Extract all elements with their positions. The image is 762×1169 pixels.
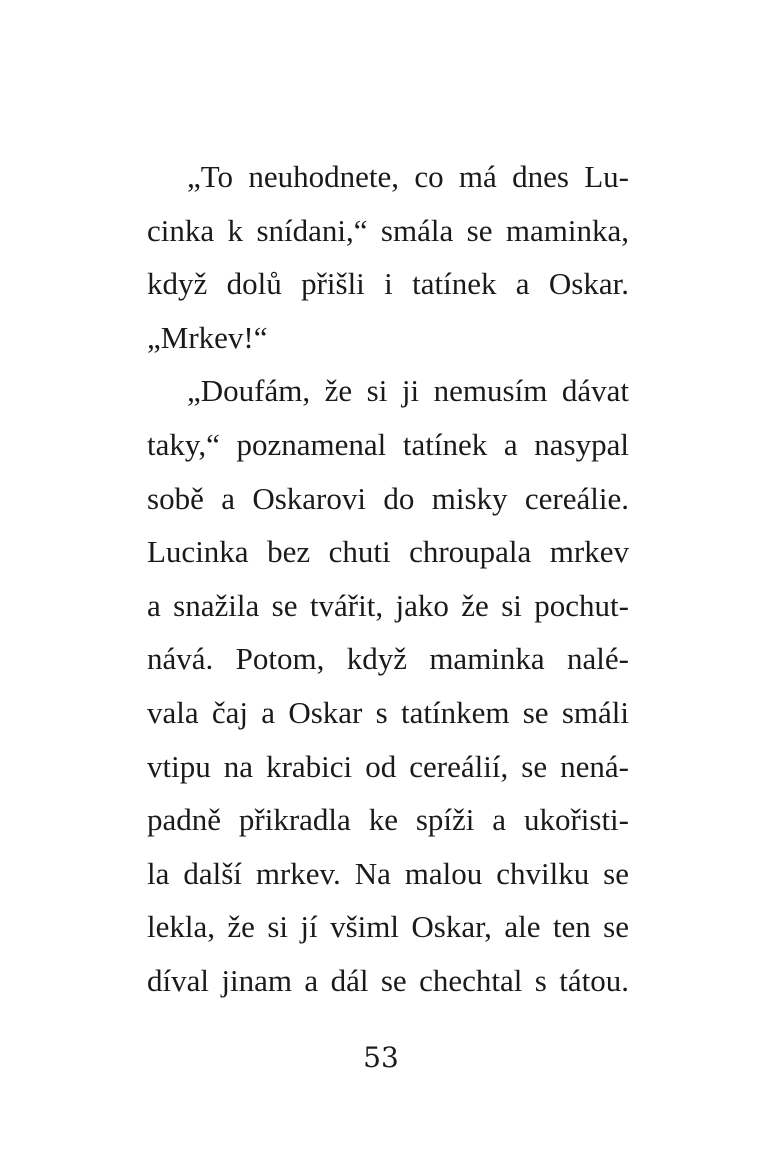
text-line: cinka k snídani,“ smála se maminka, <box>147 212 629 248</box>
text-line: la další mrkev. Na malou chvilku se <box>147 855 629 891</box>
text-line: taky,“ poznamenal tatínek a nasypal <box>147 426 629 462</box>
text-line: vtipu na krabici od cereálií, se nená- <box>147 748 629 784</box>
text-line: „Doufám, že si ji nemusím dávat <box>187 373 629 409</box>
text-line: „Mrkev!“ <box>147 319 268 355</box>
page-number: 53 <box>363 1041 399 1074</box>
text-line: lekla, že si jí všiml Oskar, ale ten se <box>147 909 629 945</box>
text-line: Lucinka bez chuti chroupala mrkev <box>147 534 629 570</box>
text-line: vala čaj a Oskar s tatínkem se smáli <box>147 694 629 730</box>
body-text <box>147 150 629 1008</box>
text-line: nává. Potom, když maminka nalé- <box>147 641 629 677</box>
text-line: a snažila se tvářit, jako že si pochut- <box>147 587 629 623</box>
text-line: sobě a Oskarovi do misky cereálie. <box>147 480 629 516</box>
text-line: padně přikradla ke spíži a ukořisti- <box>147 802 629 838</box>
text-line: „To neuhodnete, co má dnes Lu- <box>187 159 629 194</box>
text-line: díval jinam a dál se chechtal s tátou. <box>147 962 629 998</box>
text-line: když dolů přišli i tatínek a Oskar. <box>147 266 629 302</box>
